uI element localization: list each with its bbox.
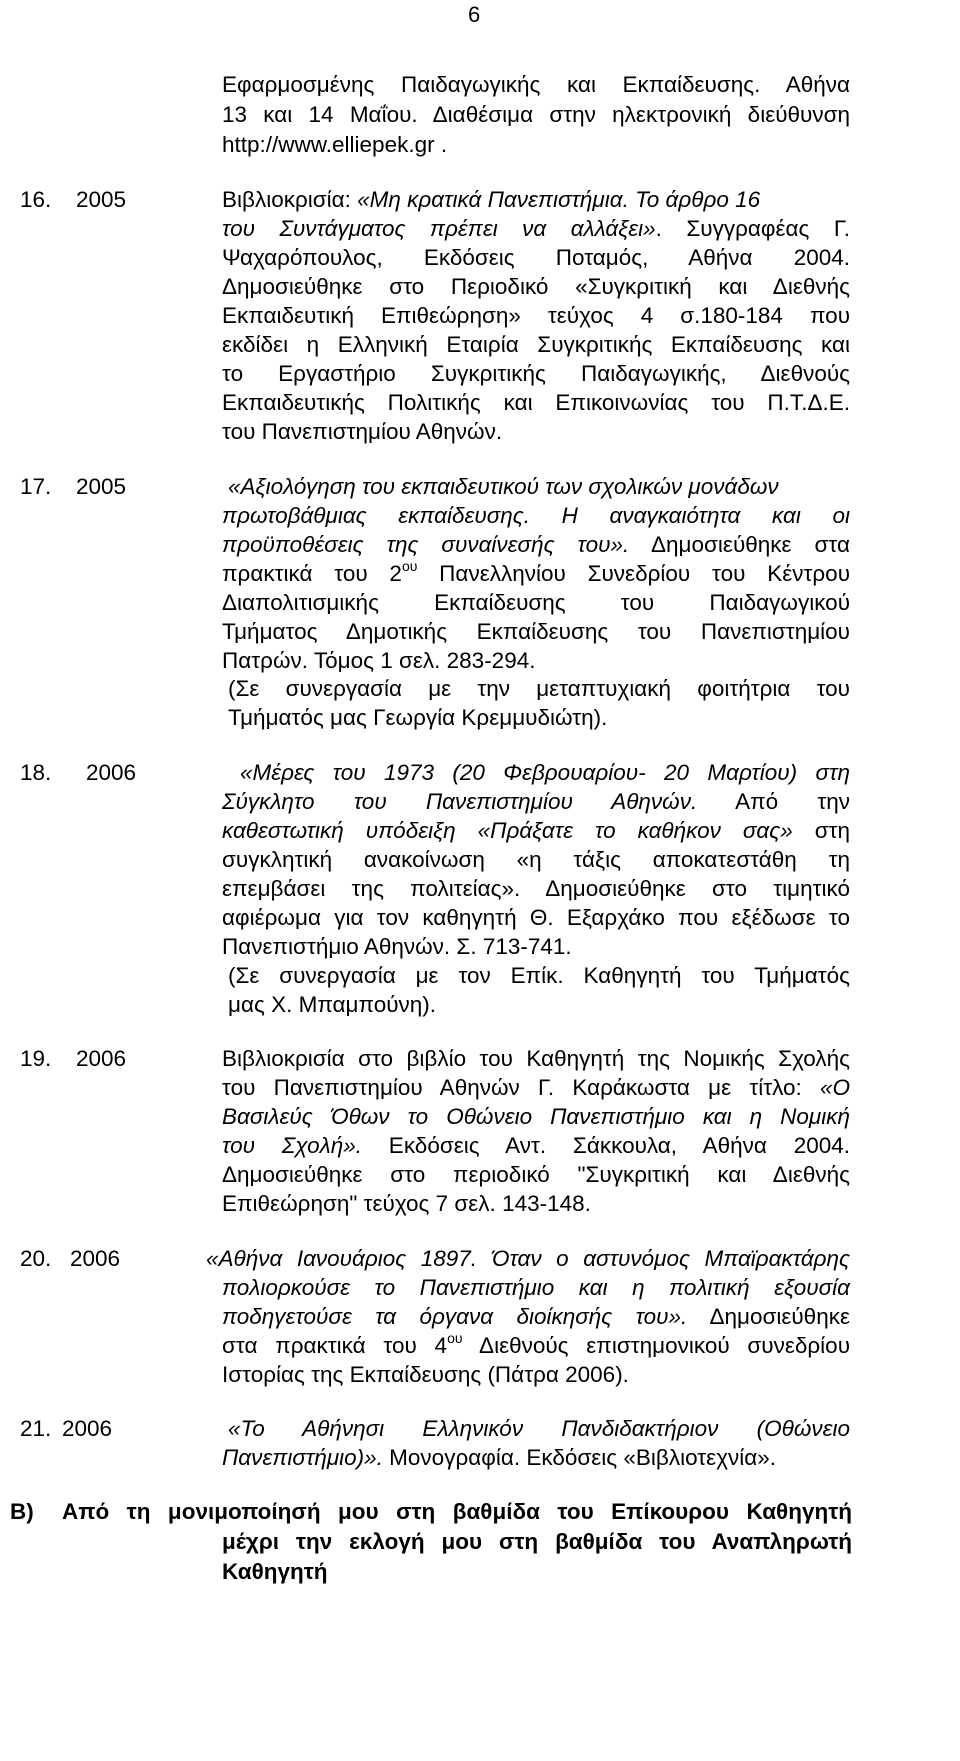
entry-year: 2006: [62, 1416, 113, 1441]
entry-line: Ψαχαρόπουλος, Εκδόσεις Ποταμός, Αθήνα 2004.: [222, 245, 850, 270]
collaboration-note: (Σε συνεργασία με τον Επίκ. Καθηγητή του Τμήματός: [228, 963, 850, 988]
italic-title: «Μη κρατικά Πανεπιστήμια. Το άρθρο 16: [357, 187, 761, 212]
text-run: Μονογραφία. Εκδόσεις «Βιβλιοτεχνία».: [382, 1445, 777, 1470]
page-number: 6: [468, 2, 481, 27]
entry-line: Δημοσιεύθηκε στο Περιοδικό «Συγκριτική και Διεθνής: [222, 274, 850, 299]
entry-line: Επιθεώρηση" τεύχος 7 σελ. 143-148.: [222, 1191, 591, 1216]
section-label: Β): [10, 1499, 34, 1524]
entry-line: [222, 1077, 850, 1100]
entry-year: 2006: [76, 1046, 127, 1071]
entry-number: 17.: [20, 474, 52, 499]
entry-number: 16.: [20, 187, 52, 212]
entry-line: εκδίδει η Ελληνική Εταιρία Συγκριτικής Εκπαίδευσης και: [222, 332, 850, 357]
entry-line: του Πανεπιστημίου Αθηνών.: [222, 419, 503, 444]
text-run: Από την: [697, 789, 850, 814]
entry-line: επεμβάσει της πολιτείας». Δημοσιεύθηκε στο τιμητικό: [222, 876, 850, 901]
entry-line: αφιέρωμα για τον καθηγητή Θ. Εξαρχάκο που εξέδωσε το: [222, 905, 850, 930]
text-run: στα πρακτικά του 4: [222, 1333, 448, 1358]
section-title-line: Από τη μονιμοποίησή μου στη βαθμίδα του Επίκουρου Καθηγητή: [62, 1499, 852, 1524]
text-run: Βιβλιοκρισία:: [222, 187, 358, 212]
italic-title: πολιορκούσε το Πανεπιστήμιο και η πολιτική εξουσία: [222, 1275, 850, 1300]
intro-line-3: http://www.elliepek.gr .: [222, 132, 448, 157]
text-run: Εκδόσεις Αντ. Σάκκουλα, Αθήνα 2004.: [362, 1133, 850, 1158]
text-run: Πανελληνίου Συνεδρίου του Κέντρου: [417, 561, 850, 586]
entry-line: [222, 1135, 850, 1158]
italic-title: «Ο: [819, 1075, 850, 1100]
entry-title-line: [228, 1418, 850, 1441]
entry-line: [222, 1306, 850, 1329]
entry-line: Δημοσιεύθηκε στο περιοδικό "Συγκριτική και Διεθνής: [222, 1162, 850, 1187]
entry-line: Εκπαιδευτικής Πολιτικής και Επικοινωνίας του Π.Τ.Δ.Ε.: [222, 390, 850, 415]
collaboration-note: μας Χ. Μπαμπούνη).: [228, 992, 437, 1017]
ordinal-superscript: ου: [401, 557, 418, 574]
text-run: Διεθνούς επιστημονικού συνεδρίου: [462, 1333, 850, 1358]
entry-line: [222, 218, 850, 241]
italic-title: πρωτοβάθμιας εκπαίδευσης. Η αναγκαιότητα και οι: [222, 503, 850, 528]
entry-year: 2006: [70, 1246, 121, 1271]
text-run: του Πανεπιστημίου Αθηνών Γ. Καράκωστα με τίτλο:: [222, 1075, 820, 1100]
entry-title-line: [206, 1248, 850, 1271]
entry-line: συγκλητική ανακοίνωση «η τάξις αποκατεστάθη τη: [222, 847, 850, 872]
entry-line: [222, 557, 850, 586]
entry-title-line: [228, 476, 779, 499]
italic-title: του Συντάγματος πρέπει να αλλάξει»: [222, 216, 656, 241]
ordinal-superscript: ου: [447, 1329, 463, 1346]
entry-number: 18.: [20, 760, 52, 785]
entry-year: 2006: [86, 760, 137, 785]
italic-title: του Σχολή».: [222, 1133, 363, 1158]
text-run: Δημοσιεύθηκε: [687, 1304, 850, 1329]
entry-line: [222, 189, 760, 212]
text-run: πρακτικά του 2: [222, 561, 402, 586]
text-run: Δημοσιεύθηκε στα: [629, 532, 850, 557]
entry-title-line: [240, 762, 850, 785]
intro-line-2: 13 και 14 Μαΐου. Διαθέσιμα στην ηλεκτρονική διεύθυνση: [222, 102, 850, 127]
entry-number: 19.: [20, 1046, 52, 1071]
entry-line: [222, 534, 850, 557]
italic-title: Βασιλεύς Όθων το Οθώνειο Πανεπιστήμιο και η Νομική: [222, 1104, 850, 1129]
text-run: . Συγγραφέας Γ.: [655, 216, 851, 241]
text-run: στη: [792, 818, 850, 843]
entry-line: Πανεπιστήμιο Αθηνών. Σ. 713-741.: [222, 934, 572, 959]
entry-line: [222, 820, 850, 843]
entry-title-line: [222, 1106, 850, 1129]
italic-title: «Το Αθήνησι Ελληνικόν Πανδιδακτήριον (Οθώνειο: [228, 1416, 850, 1441]
entry-line: Τμήματος Δημοτικής Εκπαίδευσης του Πανεπιστημίου: [222, 619, 850, 644]
italic-title: ποδηγετούσε τα όργανα διοίκησής του».: [222, 1304, 688, 1329]
entry-number: 21.: [20, 1416, 52, 1441]
entry-year: 2005: [76, 187, 127, 212]
italic-title: «Μέρες του 1973 (20 Φεβρουαρίου- 20 Μαρτίου) στη: [240, 760, 850, 785]
entry-line: Βιβλιοκρισία στο βιβλίο του Καθηγητή της Νομικής Σχολής: [222, 1046, 850, 1071]
section-title-line: Καθηγητή: [222, 1559, 328, 1584]
entry-line: Ιστορίας της Εκπαίδευσης (Πάτρα 2006).: [222, 1362, 629, 1387]
italic-title: Πανεπιστήμιο)».: [222, 1445, 383, 1470]
entry-line: Εκπαιδευτική Επιθεώρηση» τεύχος 4 σ.180-184 που: [222, 303, 850, 328]
entry-year: 2005: [76, 474, 127, 499]
italic-title: «Αξιολόγηση του εκπαιδευτικού των σχολικών μονάδων: [228, 474, 779, 499]
entry-line: [222, 1447, 776, 1470]
entry-title-line: [222, 505, 850, 528]
italic-title: προϋποθέσεις της συναίνεσής του».: [222, 532, 630, 557]
collaboration-note: (Σε συνεργασία με την μεταπτυχιακή φοιτήτρια του: [228, 676, 850, 701]
entry-line: Πατρών. Τόμος 1 σελ. 283-294.: [222, 648, 536, 673]
italic-title: Σύγκλητο του Πανεπιστημίου Αθηνών.: [222, 789, 698, 814]
collaboration-note: Τμήματός μας Γεωργία Κρεμμυδιώτη).: [228, 705, 608, 730]
italic-title: «Αθήνα Ιανουάριος 1897. Όταν ο αστυνόμος Μπαϊρακτάρης: [206, 1246, 850, 1271]
entry-number: 20.: [20, 1246, 52, 1271]
entry-title-line: [222, 1277, 850, 1300]
intro-line-1: Εφαρμοσμένης Παιδαγωγικής και Εκπαίδευσης. Αθήνα: [222, 72, 850, 97]
entry-line: [222, 1329, 850, 1358]
section-title-line: μέχρι την εκλογή μου στη βαθμίδα του Αναπληρωτή: [222, 1529, 852, 1554]
italic-title: καθεστωτική υπόδειξη «Πράξατε το καθήκον σας»: [222, 818, 793, 843]
entry-line: [222, 791, 850, 814]
entry-line: Διαπολιτισμικής Εκπαίδευσης του Παιδαγωγικού: [222, 590, 850, 615]
entry-line: το Εργαστήριο Συγκριτικής Παιδαγωγικής, Διεθνούς: [222, 361, 850, 386]
